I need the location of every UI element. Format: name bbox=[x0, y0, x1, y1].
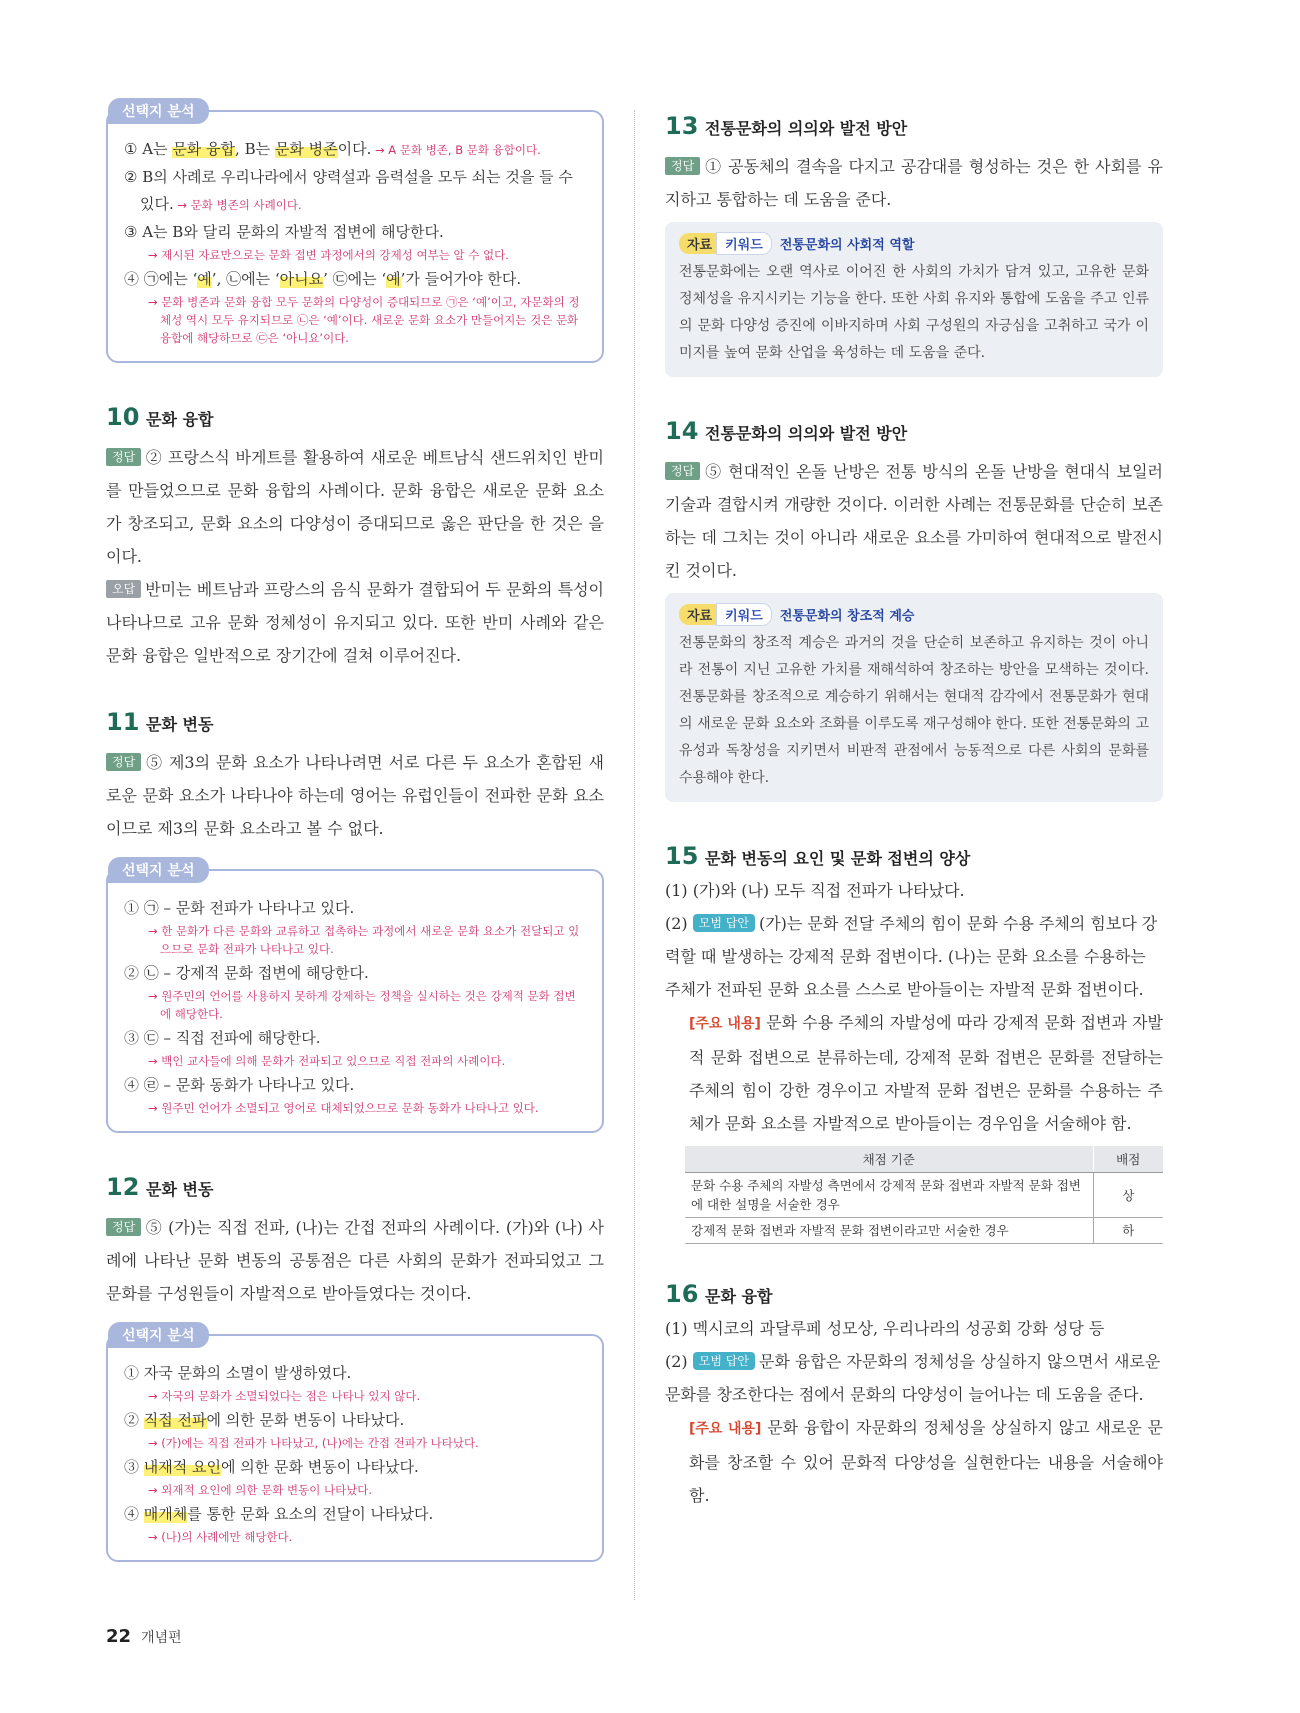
choice-analysis-box-12 bbox=[106, 1328, 604, 1562]
question-number: 16 bbox=[665, 1280, 699, 1308]
choice-text: ’가 들어가야 한다. bbox=[400, 270, 522, 288]
choice-note: → 제시된 자료만으로는 문화 접변 과정에서의 강제성 여부는 알 수 없다. bbox=[148, 248, 509, 262]
choice-item bbox=[124, 1407, 586, 1434]
highlight: 직접 전파 bbox=[143, 1411, 207, 1429]
question-title: 문화 변동 bbox=[146, 715, 214, 734]
choice-text: ① A는 bbox=[124, 140, 173, 158]
table-header-score: 배점 bbox=[1093, 1146, 1163, 1173]
wrong-text bbox=[106, 573, 604, 672]
highlight: 매개체 bbox=[143, 1505, 188, 1523]
question-title: 문화 변동의 요인 및 문화 접변의 양상 bbox=[705, 849, 971, 868]
choice-item bbox=[124, 164, 586, 219]
choice-item: ② ㉡ – 강제적 문화 접변에 해당한다. bbox=[124, 964, 369, 982]
key-content-text: 문화 수용 주체의 자발성에 따라 강제적 문화 접변과 자발적 문화 접변으로 분류하는데, 강제적 문화 접변은 문화를 전달하는 주체의 힘이 강한 경우이고 자발적 문화 접변은 문화를 수용하는 주체가 문화 요소를 자발적으로 받아들이는 경우임을 서술해야 함. bbox=[689, 1013, 1163, 1133]
choice-item bbox=[124, 136, 586, 164]
page-footer bbox=[106, 1626, 182, 1647]
choice-text: ① 자국 문화의 소멸이 발생하였다. bbox=[124, 1364, 352, 1382]
scoring-table bbox=[685, 1146, 1163, 1244]
question-number: 15 bbox=[665, 842, 699, 870]
choice-item bbox=[124, 266, 586, 293]
column-divider bbox=[634, 110, 635, 1600]
choice-analysis-label: 선택지 분석 bbox=[108, 98, 209, 124]
question-11 bbox=[106, 708, 604, 845]
answer-body: ⑤ 제3의 문화 요소가 나타나려면 서로 다른 두 요소가 혼합된 새로운 문화 요소가 나타나야 하는데 영어는 유럽인들이 전파한 문화 요소이므로 제3의 문화 요소라고 볼 수 없다. bbox=[106, 753, 604, 838]
question-number: 11 bbox=[106, 708, 140, 736]
answer-tag: 정답 bbox=[106, 448, 141, 466]
question-10 bbox=[106, 403, 604, 672]
keyword-title: 전통문화의 사회적 역할 bbox=[779, 238, 915, 253]
wrong-tag: 오답 bbox=[106, 580, 141, 598]
answer-part-2 bbox=[665, 907, 1163, 1006]
wrong-body: 반미는 베트남과 프랑스의 음식 문화가 결합되어 두 문화의 특성이 나타나므로 고유 문화 정체성이 유지되고 있다. 또한 반미 사례와 같은 문화 융합은 일반적으로 장기간에 걸쳐 이루어진다. bbox=[106, 580, 604, 665]
key-content-text: 문화 융합이 자문화의 정체성을 상실하지 않고 새로운 문화를 창조할 수 있어 문화적 다양성을 실현한다는 내용을 서술해야 함. bbox=[689, 1418, 1163, 1505]
highlight: 아니요 bbox=[279, 270, 324, 288]
choice-text: ④ bbox=[124, 1505, 144, 1523]
question-number: 12 bbox=[106, 1173, 140, 1201]
choice-note: → 외재적 요인에 의한 문화 변동이 나타났다. bbox=[148, 1483, 373, 1497]
choice-analysis-box-9 bbox=[106, 104, 604, 363]
table-row bbox=[685, 1218, 1163, 1244]
question-title: 문화 융합 bbox=[146, 410, 214, 429]
question-title: 문화 융합 bbox=[705, 1287, 773, 1306]
choice-item: ③ ㉢ – 직접 전파에 해당한다. bbox=[124, 1029, 321, 1047]
choice-text: 를 통한 문화 요소의 전달이 나타났다. bbox=[187, 1505, 434, 1523]
choice-text: 에 의한 문화 변동이 나타났다. bbox=[221, 1458, 419, 1476]
choice-item bbox=[124, 1454, 586, 1481]
question-number: 10 bbox=[106, 403, 140, 431]
choice-analysis-label: 선택지 분석 bbox=[108, 1322, 209, 1348]
answer-text bbox=[665, 150, 1163, 216]
answer-body: ② 프랑스식 바게트를 활용하여 새로운 베트남식 샌드위치인 반미를 만들었으므로 문화 융합의 사례이다. 문화 융합은 새로운 문화 요소가 창조되고, 문화 요소의 다양성이 증대되므로 옳은 판단을 한 것은 을이다. bbox=[106, 448, 604, 566]
answer-tag: 정답 bbox=[106, 1218, 141, 1236]
question-number: 14 bbox=[665, 417, 699, 445]
criteria-cell: 문화 수용 주체의 자발성 측면에서 강제적 문화 접변과 자발적 문화 접변에 대한 설명을 서술한 경우 bbox=[685, 1173, 1093, 1218]
choice-text: 이다. bbox=[337, 140, 372, 158]
part-prefix: (2) bbox=[665, 1352, 688, 1371]
highlight: 문화 융합 bbox=[172, 140, 236, 158]
choice-text: ② bbox=[124, 1411, 144, 1429]
choice-item bbox=[124, 219, 586, 246]
key-content-label: [주요 내용] bbox=[689, 1421, 762, 1437]
key-content bbox=[665, 1006, 1163, 1140]
choice-note: → 백인 교사들에 의해 문화가 전파되고 있으므로 직접 전파의 사례이다. bbox=[148, 1054, 506, 1068]
choice-note: → 문화 병존과 문화 융합 모두 문화의 다양성이 증대되므로 ㉠은 ‘예’이고, 자문화의 정체성 역시 모두 유지되므로 ㉡은 ‘예’이다. 새로운 문화 요소가 만들어지는 것은 문화 융합에 해당하므로 ㉢은 ‘아니요’이다. bbox=[148, 295, 580, 345]
answer-part-2 bbox=[665, 1345, 1163, 1411]
score-cell: 하 bbox=[1093, 1218, 1163, 1244]
question-number: 13 bbox=[665, 112, 699, 140]
question-12 bbox=[106, 1173, 604, 1310]
answer-part-1: (1) (가)와 (나) 모두 직접 전파가 나타났다. bbox=[665, 881, 965, 900]
choice-text: ③ bbox=[124, 1458, 144, 1476]
answer-tag: 정답 bbox=[106, 753, 141, 771]
choice-analysis-label: 선택지 분석 bbox=[108, 857, 209, 883]
right-column bbox=[665, 112, 1163, 1512]
question-title: 전통문화의 의의와 발전 방안 bbox=[705, 424, 908, 443]
section-name: 개념편 bbox=[141, 1630, 182, 1646]
choice-text: ④ ㉠에는 ‘ bbox=[124, 270, 198, 288]
highlight: 예 bbox=[197, 270, 212, 288]
keyword-tag: 키워드 bbox=[716, 232, 772, 255]
answer-text bbox=[106, 1211, 604, 1310]
choice-analysis-box-11 bbox=[106, 863, 604, 1133]
page-number: 22 bbox=[106, 1626, 132, 1647]
model-answer-text: (가)는 문화 전달 주체의 힘이 문화 수용 주체의 힘보다 강력할 때 발생하는 강제적 문화 접변이다. (나)는 문화 요소를 수용하는 주체가 전파된 문화 요소를 스스로 받아들이는 자발적 문화 접변이다. bbox=[665, 914, 1158, 999]
highlight: 문화 병존 bbox=[274, 140, 338, 158]
highlight: 내재적 요인 bbox=[143, 1458, 221, 1476]
answer-body: ① 공동체의 결속을 다지고 공감대를 형성하는 것은 한 사회를 유지하고 통합하는 데 도움을 준다. bbox=[665, 157, 1163, 209]
keyword-text: 전통문화의 창조적 계승은 과거의 것을 단순히 보존하고 유지하는 것이 아니라 전통이 지닌 고유한 가치를 재해석하여 창조하는 방안을 모색하는 것이다. 전통문화를 창조적으로 계승하기 위해서는 현대적 감각에서 전통문화가 현대의 새로운 문화 요소와 조화를 이루도록 재구성해야 한다. 또한 전통문화의 고유성과 독창성을 지키면서 비판적 관점에서 능동적으로 다른 사회의 문화를 수용해야 한다. bbox=[679, 635, 1149, 786]
material-tag: 자료 bbox=[679, 233, 720, 254]
question-13 bbox=[665, 112, 1163, 377]
keyword-text: 전통문화에는 오랜 역사로 이어진 한 사회의 가치가 담겨 있고, 고유한 문화 정체성을 유지시키는 기능을 한다. 또한 사회 유지와 통합에 도움을 주고 인류의 문화 다양성 증진에 이바지하며 사회 구성원의 자긍심을 고취하고 국가 이미지를 높여 문화 산업을 육성하는 데 도움을 준다. bbox=[679, 264, 1149, 361]
question-16 bbox=[665, 1280, 1163, 1512]
key-content bbox=[665, 1411, 1163, 1512]
answer-tag: 정답 bbox=[665, 462, 700, 480]
choice-item: ① ㉠ – 문화 전파가 나타나고 있다. bbox=[124, 899, 355, 917]
model-answer-tag: 모범 답안 bbox=[693, 914, 755, 932]
answer-text bbox=[106, 441, 604, 573]
choice-note: → 자국의 문화가 소멸되었다는 점은 나타나 있지 않다. bbox=[148, 1389, 421, 1403]
left-column bbox=[106, 104, 604, 1562]
question-14 bbox=[665, 417, 1163, 802]
choice-text: 에 의한 문화 변동이 나타났다. bbox=[206, 1411, 405, 1429]
choice-note: → (나)의 사례에만 해당한다. bbox=[148, 1530, 293, 1544]
choice-text: ’, ㉡에는 ‘ bbox=[211, 270, 280, 288]
choice-note: → 문화 병존의 사례이다. bbox=[173, 198, 302, 212]
choice-note: → (가)에는 직접 전파가 나타났고, (나)에는 간접 전파가 나타났다. bbox=[148, 1436, 479, 1450]
choice-note: → A 문화 병존, B 문화 융합이다. bbox=[371, 143, 541, 157]
choice-text: ② B의 사례로 우리나라에서 양력설과 음력설을 모두 쇠는 것을 들 수 있다. bbox=[124, 168, 573, 213]
answer-part-1: (1) 멕시코의 과달루페 성모상, 우리나라의 성공회 강화 성당 등 bbox=[665, 1319, 1105, 1338]
score-cell: 상 bbox=[1093, 1173, 1163, 1218]
highlight: 예 bbox=[386, 270, 401, 288]
table-header-criteria: 채점 기준 bbox=[685, 1146, 1093, 1173]
model-answer-text: 문화 융합은 자문화의 정체성을 상실하지 않으면서 새로운 문화를 창조한다는 점에서 문화의 다양성이 늘어나는 데 도움을 준다. bbox=[665, 1352, 1161, 1404]
choice-text: ’ ㉢에는 ‘ bbox=[323, 270, 387, 288]
keyword-box bbox=[665, 593, 1163, 802]
question-15 bbox=[665, 842, 1163, 1244]
choice-item: ④ ㉣ – 문화 동화가 나타나고 있다. bbox=[124, 1076, 355, 1094]
part-prefix: (2) bbox=[665, 914, 688, 933]
choice-note: → 원주민 언어가 소멸되고 영어로 대체되었으므로 문화 동화가 나타나고 있다. bbox=[148, 1101, 539, 1115]
answer-body: ⑤ 현대적인 온돌 난방은 전통 방식의 온돌 난방을 현대식 보일러 기술과 결합시켜 개량한 것이다. 이러한 사례는 전통문화를 단순히 보존하는 데 그치는 것이 아니라 새로운 요소를 가미하여 현대적으로 발전시킨 것이다. bbox=[665, 462, 1163, 580]
choice-note: → 원주민의 언어를 사용하지 못하게 강제하는 정책을 실시하는 것은 강제적 문화 접변에 해당한다. bbox=[148, 989, 576, 1021]
choice-note: → 한 문화가 다른 문화와 교류하고 접촉하는 과정에서 새로운 문화 요소가 전달되고 있으므로 문화 전파가 나타나고 있다. bbox=[148, 924, 580, 956]
question-title: 문화 변동 bbox=[146, 1180, 214, 1199]
keyword-box bbox=[665, 222, 1163, 377]
answer-text bbox=[106, 746, 604, 845]
choice-item bbox=[124, 1501, 586, 1528]
keyword-tag: 키워드 bbox=[716, 603, 772, 626]
criteria-cell: 강제적 문화 접변과 자발적 문화 접변이라고만 서술한 경우 bbox=[685, 1218, 1093, 1244]
key-content-label: [주요 내용] bbox=[689, 1016, 761, 1032]
choice-text: , B는 bbox=[235, 140, 275, 158]
table-row bbox=[685, 1173, 1163, 1218]
choice-text: ③ A는 B와 달리 문화의 자발적 접변에 해당한다. bbox=[124, 223, 444, 241]
material-tag: 자료 bbox=[679, 604, 720, 625]
choice-item bbox=[124, 1360, 586, 1387]
question-title: 전통문화의 의의와 발전 방안 bbox=[705, 119, 908, 138]
answer-text bbox=[665, 455, 1163, 587]
answer-tag: 정답 bbox=[665, 157, 700, 175]
model-answer-tag: 모범 답안 bbox=[693, 1352, 755, 1370]
answer-body: ⑤ (가)는 직접 전파, (나)는 간접 전파의 사례이다. (가)와 (나) 사례에 나타난 문화 변동의 공통점은 다른 사회의 문화가 전파되었고 그 문화를 구성원들이 자발적으로 받아들였다는 것이다. bbox=[106, 1218, 604, 1303]
keyword-title: 전통문화의 창조적 계승 bbox=[779, 609, 915, 624]
